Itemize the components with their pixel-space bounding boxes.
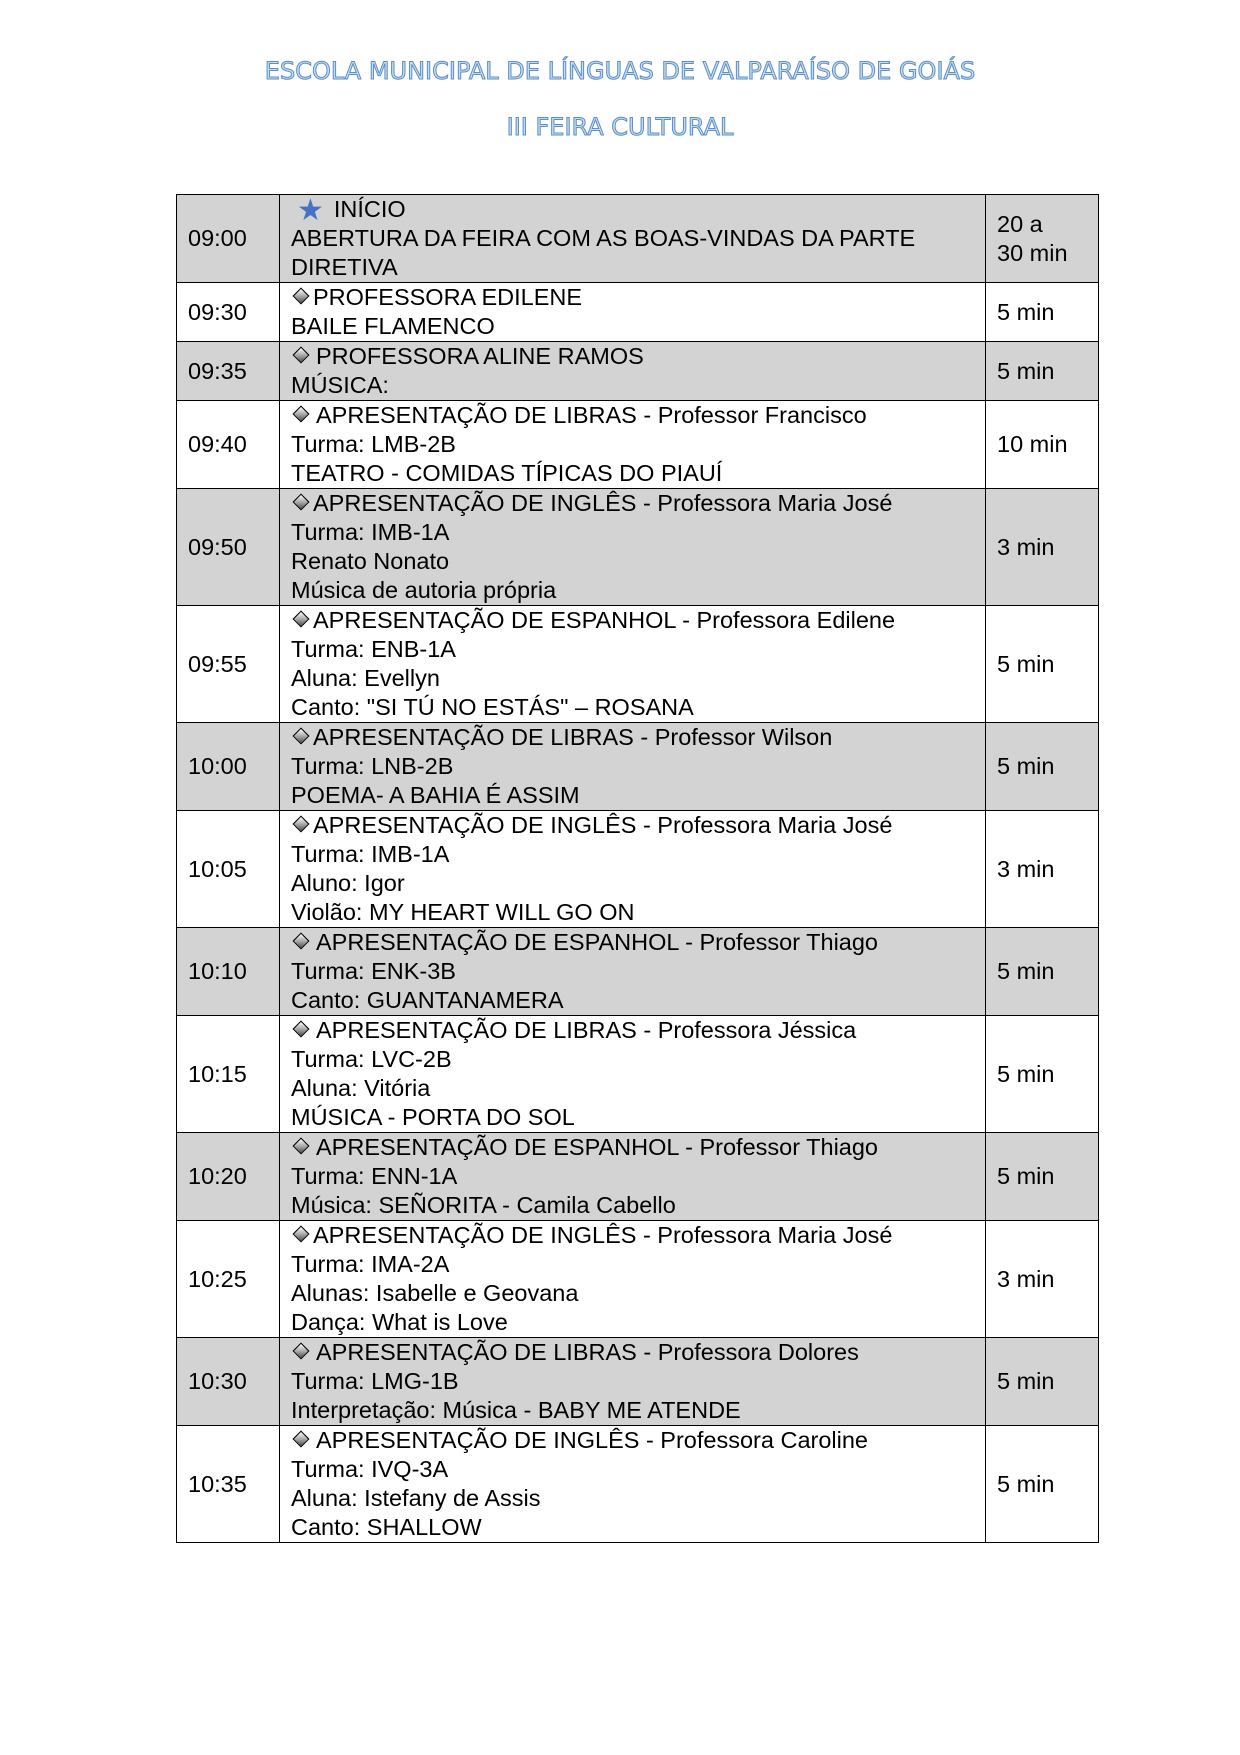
activity-detail: Turma: IMB-1A xyxy=(291,519,450,545)
diamond-icon xyxy=(293,933,310,950)
description-cell xyxy=(280,1426,986,1543)
diamond-icon xyxy=(293,1343,310,1360)
description-cell xyxy=(280,811,986,928)
activity-detail: BAILE FLAMENCO xyxy=(291,313,495,339)
activity-title-line xyxy=(291,401,985,430)
time-cell: 09:30 xyxy=(177,283,280,342)
activity-title: APRESENTAÇÃO DE ESPANHOL - Professor Thiago xyxy=(316,929,879,955)
time-cell: 10:00 xyxy=(177,723,280,811)
duration-text: 3 min xyxy=(997,1265,1055,1292)
diamond-icon xyxy=(293,494,310,511)
schedule-row xyxy=(177,342,1099,401)
time-cell: 09:35 xyxy=(177,342,280,401)
activity-detail: Alunas: Isabelle e Geovana xyxy=(291,1280,579,1306)
activity-detail: Turma: IMA-2A xyxy=(291,1251,450,1277)
activity-detail: Dança: What is Love xyxy=(291,1309,508,1335)
page-header xyxy=(0,56,1240,142)
schedule-body xyxy=(177,195,1099,1543)
activity-detail: Aluna: Evellyn xyxy=(291,665,440,691)
time-cell: 10:35 xyxy=(177,1426,280,1543)
diamond-icon xyxy=(293,288,310,305)
duration-text: 20 a 30 min xyxy=(997,210,1068,266)
duration-cell xyxy=(986,723,1099,811)
activity-title: APRESENTAÇÃO DE INGLÊS - Professora Caroline xyxy=(316,1427,868,1453)
activity-detail: Turma: LNB-2B xyxy=(291,753,454,779)
description-cell xyxy=(280,401,986,489)
duration-text: 5 min xyxy=(997,1470,1055,1497)
activity-detail: Aluno: Igor xyxy=(291,870,405,896)
activity-detail: Aluna: Istefany de Assis xyxy=(291,1485,541,1511)
schedule-row xyxy=(177,811,1099,928)
diamond-icon xyxy=(293,1138,310,1155)
schedule-row xyxy=(177,723,1099,811)
duration-text: 5 min xyxy=(997,298,1055,325)
activity-detail: DIRETIVA xyxy=(291,254,398,280)
time-cell: 10:30 xyxy=(177,1338,280,1426)
description-cell xyxy=(280,1221,986,1338)
time-cell: 09:55 xyxy=(177,606,280,723)
duration-cell xyxy=(986,1133,1099,1221)
activity-detail: Interpretação: Música - BABY ME ATENDE xyxy=(291,1397,741,1423)
duration-text: 5 min xyxy=(997,357,1055,384)
activity-detail: Música de autoria própria xyxy=(291,577,557,603)
time-cell: 10:20 xyxy=(177,1133,280,1221)
description-cell xyxy=(280,1016,986,1133)
schedule-row xyxy=(177,928,1099,1016)
time-cell: 10:15 xyxy=(177,1016,280,1133)
activity-title: APRESENTAÇÃO DE LIBRAS - Professor Francisco xyxy=(316,402,867,428)
duration-cell xyxy=(986,342,1099,401)
activity-title-line xyxy=(291,811,985,840)
activity-title: APRESENTAÇÃO DE INGLÊS - Professora Maria José xyxy=(313,1222,893,1248)
time-cell: 09:40 xyxy=(177,401,280,489)
activity-detail: Canto: "SI TÚ NO ESTÁS" – ROSANA xyxy=(291,694,694,720)
schedule-row xyxy=(177,401,1099,489)
activity-title: PROFESSORA EDILENE xyxy=(313,284,583,310)
diamond-icon xyxy=(293,611,310,628)
schedule-table xyxy=(176,194,1099,1543)
activity-title: APRESENTAÇÃO DE INGLÊS - Professora Maria José xyxy=(313,812,893,838)
schedule-row xyxy=(177,1221,1099,1338)
schedule-row xyxy=(177,1338,1099,1426)
duration-cell xyxy=(986,195,1099,283)
duration-text: 10 min xyxy=(997,431,1068,457)
activity-title: APRESENTAÇÃO DE LIBRAS - Professora Dolores xyxy=(316,1339,859,1365)
schedule-row xyxy=(177,195,1099,283)
diamond-icon xyxy=(293,1226,310,1243)
schedule-row xyxy=(177,283,1099,342)
activity-detail: POEMA- A BAHIA É ASSIM xyxy=(291,782,580,808)
diamond-icon xyxy=(293,728,310,745)
duration-cell xyxy=(986,811,1099,928)
schedule-row xyxy=(177,1016,1099,1133)
activity-title-line xyxy=(291,928,985,957)
activity-title-line xyxy=(291,723,985,752)
duration-cell xyxy=(986,1338,1099,1426)
description-cell xyxy=(280,1133,986,1221)
activity-title: APRESENTAÇÃO DE LIBRAS - Professora Jéssica xyxy=(316,1017,857,1043)
time-cell: 10:05 xyxy=(177,811,280,928)
activity-detail: Renato Nonato xyxy=(291,548,450,574)
activity-title: PROFESSORA ALINE RAMOS xyxy=(316,343,644,369)
activity-title-line xyxy=(291,342,985,371)
description-cell xyxy=(280,342,986,401)
schedule-row xyxy=(177,1133,1099,1221)
activity-title-line xyxy=(291,1338,985,1367)
description-cell xyxy=(280,195,986,283)
duration-cell xyxy=(986,283,1099,342)
activity-title-line xyxy=(291,194,985,227)
duration-text: 5 min xyxy=(997,650,1055,677)
activity-detail: ABERTURA DA FEIRA COM AS BOAS-VINDAS DA PARTE xyxy=(291,225,916,251)
activity-title: APRESENTAÇÃO DE LIBRAS - Professor Wilson xyxy=(313,724,833,750)
diamond-icon xyxy=(293,1021,310,1038)
duration-cell xyxy=(986,1221,1099,1338)
duration-cell xyxy=(986,1016,1099,1133)
activity-detail: Turma: ENK-3B xyxy=(291,958,456,984)
schedule-row xyxy=(177,606,1099,723)
time-cell: 09:50 xyxy=(177,489,280,606)
activity-detail: Música: SEÑORITA - Camila Cabello xyxy=(291,1192,676,1218)
activity-detail: Turma: IMB-1A xyxy=(291,841,450,867)
star-icon: ★ xyxy=(297,194,324,227)
activity-detail: Aluna: Vitória xyxy=(291,1075,431,1101)
description-cell xyxy=(280,489,986,606)
time-cell: 09:00 xyxy=(177,195,280,283)
activity-title-line xyxy=(291,1016,985,1045)
duration-text: 3 min xyxy=(997,855,1055,882)
schedule-row xyxy=(177,489,1099,606)
activity-title-line xyxy=(291,1221,985,1250)
diamond-icon xyxy=(293,347,310,364)
activity-detail: Canto: GUANTANAMERA xyxy=(291,987,564,1013)
event-title: III FEIRA CULTURAL xyxy=(506,113,734,141)
duration-cell xyxy=(986,489,1099,606)
activity-title-line xyxy=(291,489,985,518)
activity-detail: Turma: ENN-1A xyxy=(291,1163,458,1189)
duration-text: 5 min xyxy=(997,1368,1055,1394)
description-cell xyxy=(280,928,986,1016)
duration-text: 5 min xyxy=(997,1060,1055,1087)
time-cell: 10:25 xyxy=(177,1221,280,1338)
activity-title: APRESENTAÇÃO DE ESPANHOL - Professora Edilene xyxy=(313,607,896,633)
activity-detail: Turma: ENB-1A xyxy=(291,636,456,662)
diamond-icon xyxy=(293,406,310,423)
duration-cell xyxy=(986,1426,1099,1543)
duration-text: 5 min xyxy=(997,958,1055,984)
duration-text: 5 min xyxy=(997,753,1055,779)
description-cell xyxy=(280,1338,986,1426)
activity-title: APRESENTAÇÃO DE ESPANHOL - Professor Thiago xyxy=(316,1134,879,1160)
activity-detail: Turma: IVQ-3A xyxy=(291,1456,449,1482)
description-cell xyxy=(280,606,986,723)
diamond-icon xyxy=(293,816,310,833)
activity-detail: Violão: MY HEART WILL GO ON xyxy=(291,899,635,925)
schedule-row xyxy=(177,1426,1099,1543)
diamond-icon xyxy=(293,1431,310,1448)
school-name: ESCOLA MUNICIPAL DE LÍNGUAS DE VALPARAÍSO DE GOIÁS xyxy=(264,57,976,85)
description-cell xyxy=(280,723,986,811)
duration-cell xyxy=(986,606,1099,723)
duration-cell xyxy=(986,928,1099,1016)
duration-cell xyxy=(986,401,1099,489)
activity-title-line xyxy=(291,606,985,635)
activity-detail: Turma: LVC-2B xyxy=(291,1046,452,1072)
activity-detail: TEATRO - COMIDAS TÍPICAS DO PIAUÍ xyxy=(291,460,723,486)
activity-title: INÍCIO xyxy=(333,196,406,222)
activity-detail: Turma: LMG-1B xyxy=(291,1368,459,1394)
activity-detail: Turma: LMB-2B xyxy=(291,431,456,457)
activity-title-line xyxy=(291,1133,985,1162)
activity-title-line xyxy=(291,283,985,312)
time-cell: 10:10 xyxy=(177,928,280,1016)
activity-title: APRESENTAÇÃO DE INGLÊS - Professora Maria José xyxy=(313,490,893,516)
duration-text: 5 min xyxy=(997,1163,1055,1189)
description-cell xyxy=(280,283,986,342)
activity-title-line xyxy=(291,1426,985,1455)
activity-detail: Canto: SHALLOW xyxy=(291,1514,482,1540)
activity-detail: MÚSICA - PORTA DO SOL xyxy=(291,1104,575,1130)
activity-detail: MÚSICA: xyxy=(291,372,389,398)
duration-text: 3 min xyxy=(997,533,1055,560)
